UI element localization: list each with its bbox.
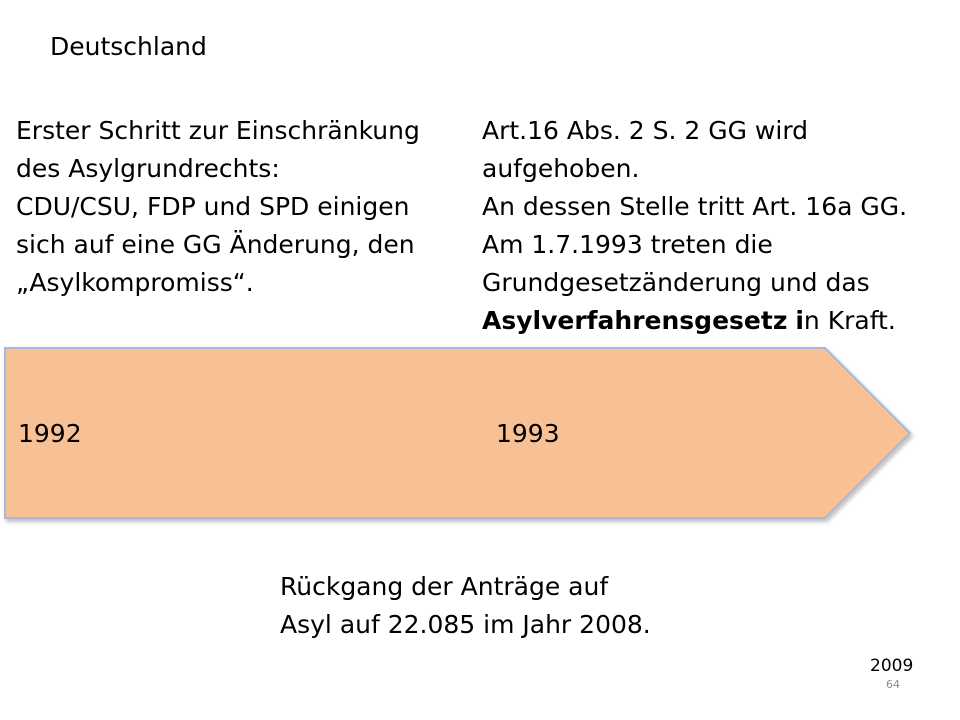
right-text-line-mixed	[482, 302, 907, 340]
timeline-arrow-shape	[5, 348, 910, 518]
year-1993-label: 1993	[496, 419, 560, 448]
bottom-text-block	[280, 568, 651, 644]
left-text-line: Erster Schritt zur Einschränkung	[16, 116, 420, 145]
right-text-line: Art.16 Abs. 2 S. 2 GG wird	[482, 116, 809, 145]
line-rest: n Kraft.	[803, 306, 896, 335]
left-text-line: des Asylgrundrechts:	[16, 154, 280, 183]
left-text-line: sich auf eine GG Änderung, den	[16, 230, 415, 259]
right-text-line: Grundgesetzänderung und das	[482, 268, 870, 297]
left-text-line: „Asylkompromiss“.	[16, 268, 254, 297]
bold-law-name: Asylverfahrensgesetz	[482, 306, 788, 335]
slide-title: Deutschland	[50, 32, 207, 61]
year-2009-label: 2009	[870, 656, 914, 676]
page-number: 64	[886, 678, 900, 691]
right-text-line: Am 1.7.1993 treten die	[482, 230, 773, 259]
bottom-text-line: Asyl auf 22.085 im Jahr 2008.	[280, 610, 651, 639]
year-1992-label: 1992	[18, 419, 82, 448]
right-text-line: An dessen Stelle tritt Art. 16a GG.	[482, 192, 908, 221]
left-text-block	[16, 112, 420, 302]
timeline-arrow	[0, 340, 960, 530]
right-text-block	[482, 112, 907, 340]
bold-letter: i	[795, 306, 804, 335]
bottom-text-line: Rückgang der Anträge auf	[280, 572, 609, 601]
left-text-line: CDU/CSU, FDP und SPD einigen	[16, 192, 410, 221]
right-text-line: aufgehoben.	[482, 154, 640, 183]
